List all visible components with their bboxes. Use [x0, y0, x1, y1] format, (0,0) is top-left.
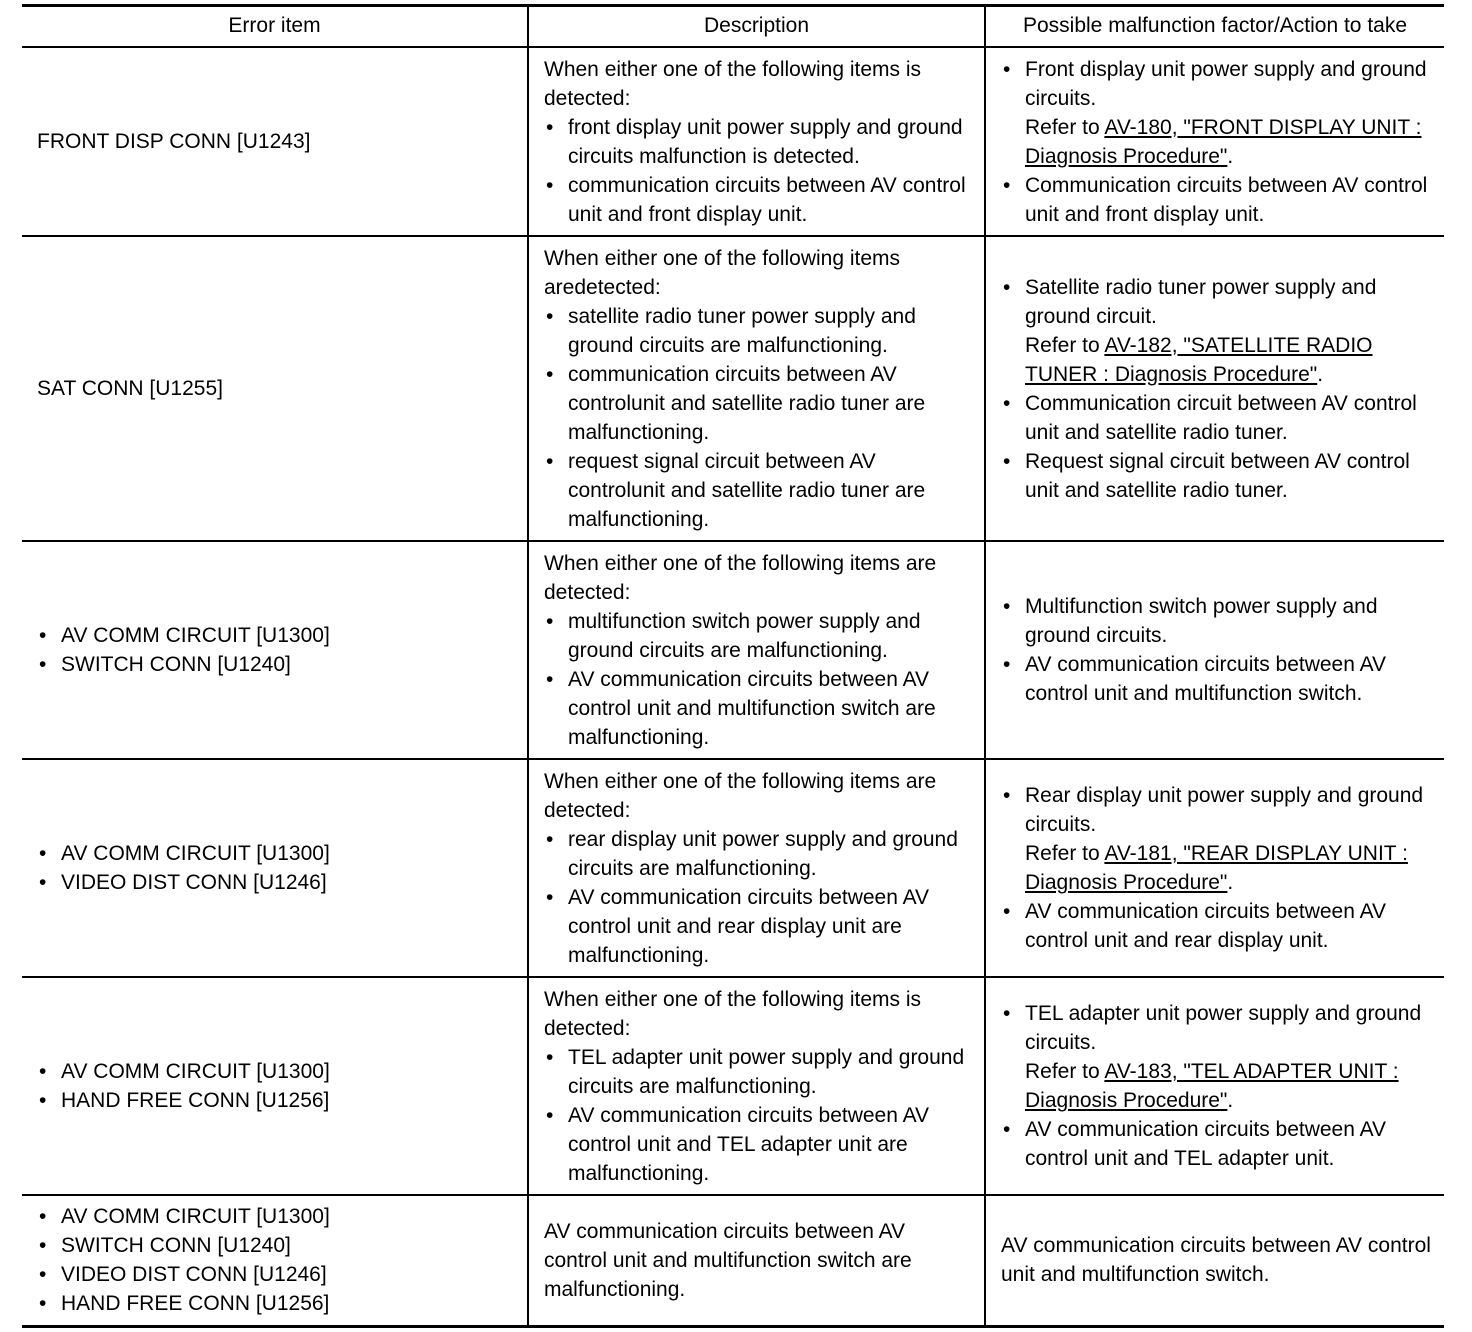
description-cell — [528, 541, 985, 759]
table-row — [22, 47, 1444, 236]
factor-item — [1001, 781, 1432, 897]
factor-item — [1001, 55, 1432, 171]
header-description: Description — [528, 6, 985, 48]
factor-cell — [985, 47, 1444, 236]
table-row — [22, 759, 1444, 977]
factor-cell — [985, 541, 1444, 759]
description-item: • request signal circuit between AV controlunit and satellite radio tuner are malfunctioning. — [544, 447, 972, 534]
description-intro: When either one of the following items are detected: — [544, 769, 937, 822]
description-item: • multifunction switch power supply and ground circuits are malfunctioning. — [544, 607, 972, 665]
description-intro: When either one of the following items is detected: — [544, 57, 922, 110]
description-text: AV communication circuits between AV control unit and multifunction switch are malfunctioning. — [544, 1219, 912, 1301]
description-item: • AV communication circuits between AV control unit and multifunction switch are malfunctioning. — [544, 665, 972, 752]
reference-suffix: . — [1227, 1089, 1234, 1112]
error-item-cell — [22, 47, 528, 236]
description-item: • satellite radio tuner power supply and ground circuits are malfunctioning. — [544, 302, 972, 360]
refer-to-label: Refer to — [1025, 1060, 1105, 1083]
error-item: FRONT DISP CONN [U1243] — [37, 130, 311, 153]
error-item-cell — [22, 977, 528, 1195]
factor-item: • Multifunction switch power supply and ground circuits. — [1001, 592, 1432, 650]
factor-item — [1001, 999, 1432, 1115]
error-item: • AV COMM CIRCUIT [U1300] — [37, 1057, 515, 1086]
error-item: • VIDEO DIST CONN [U1246] — [37, 1260, 515, 1289]
factor-item: • Communication circuit between AV control unit and satellite radio tuner. — [1001, 389, 1432, 447]
reference-link[interactable]: AV-180, "FRONT DISPLAY UNIT : Diagnosis Procedure" — [1025, 115, 1422, 168]
description-item: • front display unit power supply and ground circuits malfunction is detected. — [544, 113, 972, 171]
factor-item: • Communication circuits between AV control unit and front display unit. — [1001, 171, 1432, 229]
description-cell — [528, 47, 985, 236]
description-cell — [528, 977, 985, 1195]
error-item-cell — [22, 541, 528, 759]
error-item: • SWITCH CONN [U1240] — [37, 650, 515, 679]
description-cell — [528, 759, 985, 977]
description-item: • rear display unit power supply and ground circuits are malfunctioning. — [544, 825, 972, 883]
error-item: • SWITCH CONN [U1240] — [37, 1231, 515, 1260]
refer-to-label: Refer to — [1025, 842, 1105, 865]
factor-cell — [985, 236, 1444, 541]
description-intro: When either one of the following items is detected: — [544, 987, 922, 1040]
factor-text: Front display unit power supply and ground circuits. — [1025, 57, 1427, 110]
description-item: • communication circuits between AV controlunit and satellite radio tuner are malfunctioning. — [544, 360, 972, 447]
error-item: • HAND FREE CONN [U1256] — [37, 1289, 515, 1318]
description-cell — [528, 236, 985, 541]
error-item: • HAND FREE CONN [U1256] — [37, 1086, 515, 1115]
description-item: • AV communication circuits between AV control unit and TEL adapter unit are malfunctioning. — [544, 1101, 972, 1188]
factor-text: TEL adapter unit power supply and ground circuits. — [1025, 1002, 1422, 1054]
error-item-cell — [22, 236, 528, 541]
error-item: • AV COMM CIRCUIT [U1300] — [37, 839, 515, 868]
factor-cell — [985, 1195, 1444, 1326]
factor-item — [1001, 273, 1432, 389]
reference-link[interactable]: AV-181, "REAR DISPLAY UNIT : Diagnosis Procedure" — [1025, 842, 1408, 894]
factor-text: AV communication circuits between AV control unit and multifunction switch. — [1001, 1234, 1431, 1287]
reference-suffix: . — [1227, 144, 1234, 168]
error-item-table — [22, 4, 1444, 1328]
reference-link[interactable]: AV-182, "SATELLITE RADIO TUNER : Diagnosis Procedure" — [1025, 333, 1373, 386]
factor-item: • Request signal circuit between AV control unit and satellite radio tuner. — [1001, 447, 1432, 505]
error-item-cell — [22, 759, 528, 977]
description-cell — [528, 1195, 985, 1326]
table-row — [22, 541, 1444, 759]
error-item: • VIDEO DIST CONN [U1246] — [37, 868, 515, 897]
table-row — [22, 1195, 1444, 1326]
description-item: • TEL adapter unit power supply and ground circuits are malfunctioning. — [544, 1043, 972, 1101]
refer-to-label: Refer to — [1025, 115, 1105, 139]
factor-item: • AV communication circuits between AV control unit and rear display unit. — [1001, 897, 1432, 955]
error-item: • AV COMM CIRCUIT [U1300] — [37, 621, 515, 650]
error-item: • AV COMM CIRCUIT [U1300] — [37, 1202, 515, 1231]
reference-link[interactable]: AV-183, "TEL ADAPTER UNIT : Diagnosis Procedure" — [1025, 1060, 1399, 1112]
reference-suffix: . — [1227, 871, 1234, 894]
refer-to-label: Refer to — [1025, 333, 1105, 357]
factor-cell — [985, 759, 1444, 977]
error-item: SAT CONN [U1255] — [37, 377, 223, 400]
factor-text: Satellite radio tuner power supply and ground circuit. — [1025, 275, 1377, 328]
reference-suffix: . — [1317, 362, 1324, 386]
description-item: • AV communication circuits between AV control unit and rear display unit are malfunctioning. — [544, 883, 972, 970]
factor-item: • AV communication circuits between AV control unit and multifunction switch. — [1001, 650, 1432, 708]
header-error-item: Error item — [22, 6, 528, 48]
factor-text: Rear display unit power supply and ground circuits. — [1025, 784, 1424, 836]
description-item: • communication circuits between AV control unit and front display unit. — [544, 171, 972, 229]
factor-cell — [985, 977, 1444, 1195]
factor-item: • AV communication circuits between AV control unit and TEL adapter unit. — [1001, 1115, 1432, 1173]
table-row — [22, 236, 1444, 541]
description-intro: When either one of the following items aredetected: — [544, 246, 901, 299]
error-item-cell — [22, 1195, 528, 1326]
table-row — [22, 977, 1444, 1195]
header-row — [22, 6, 1444, 48]
header-factor: Possible malfunction factor/Action to take — [985, 6, 1444, 48]
description-intro: When either one of the following items are detected: — [544, 551, 937, 604]
